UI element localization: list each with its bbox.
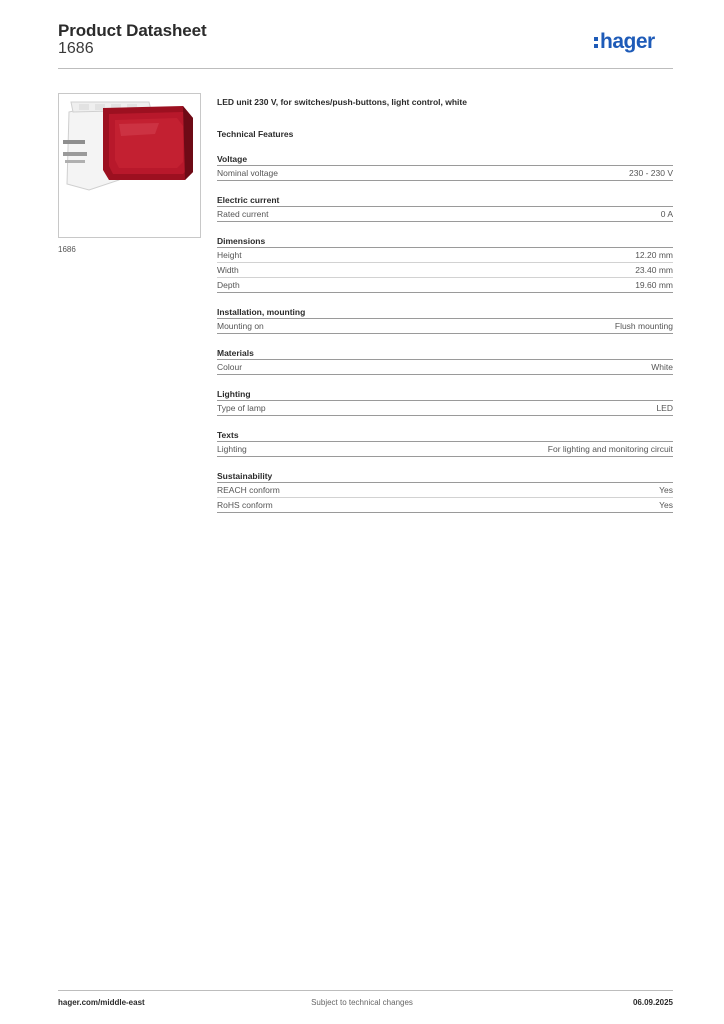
logo-text: hager [600,30,655,53]
feature-label: REACH conform [217,485,280,495]
logo-dot-bottom [594,44,598,48]
feature-value: White [651,362,673,372]
feature-value: Yes [659,485,673,495]
feature-section-title: Lighting [217,388,673,401]
led-unit-illustration [59,94,200,237]
feature-row [217,166,673,181]
product-image [58,93,201,238]
feature-row [217,498,673,513]
feature-value: Flush mounting [614,321,673,331]
feature-section-title: Voltage [217,153,673,166]
feature-value: For lighting and monitoring circuit [547,444,673,454]
feature-section [217,194,673,222]
feature-row [217,248,673,263]
feature-section [217,235,673,293]
feature-section-title: Sustainability [217,470,673,483]
footer-notice: Subject to technical changes [311,998,413,1007]
feature-row [217,442,673,457]
product-details [217,96,673,513]
feature-label: Mounting on [217,321,264,331]
feature-row [217,263,673,278]
feature-section [217,470,673,513]
feature-row [217,360,673,375]
feature-section-title: Installation, mounting [217,306,673,319]
feature-row [217,278,673,293]
feature-value: 19.60 mm [635,280,673,290]
feature-section [217,429,673,457]
feature-label: Lighting [217,444,247,454]
feature-section [217,306,673,334]
feature-label: Rated current [217,209,269,219]
technical-features-list [217,153,673,513]
feature-label: Type of lamp [217,403,266,413]
feature-row [217,207,673,222]
feature-label: Nominal voltage [217,168,278,178]
feature-value: LED [656,403,673,413]
hager-logo [592,28,674,58]
product-image-caption: 1686 [58,245,76,254]
feature-value: 0 A [660,209,673,219]
feature-section-title: Electric current [217,194,673,207]
feature-value: 23.40 mm [635,265,673,275]
feature-section-title: Dimensions [217,235,673,248]
feature-section-title: Texts [217,429,673,442]
page-title: Product Datasheet [58,21,207,40]
feature-label: Colour [217,362,243,372]
product-description: LED unit 230 V, for switches/push-buttons, light control, white [217,97,467,107]
feature-value: 230 - 230 V [629,168,673,178]
feature-value: 12.20 mm [635,250,673,260]
technical-features-heading: Technical Features [217,129,294,139]
footer-date: 06.09.2025 [632,998,673,1007]
footer-website: hager.com/middle-east [58,998,145,1007]
feature-label: Width [217,265,239,275]
feature-section [217,153,673,181]
feature-section [217,347,673,375]
feature-section-title: Materials [217,347,673,360]
header-divider [58,68,673,69]
feature-section [217,388,673,416]
feature-row [217,483,673,498]
feature-label: Height [217,250,242,260]
footer-divider [58,990,673,991]
logo-dot-top [594,37,598,41]
feature-label: Depth [217,280,240,290]
feature-row [217,401,673,416]
product-number: 1686 [58,40,94,57]
feature-label: RoHS conform [217,500,273,510]
feature-value: Yes [659,500,673,510]
feature-row [217,319,673,334]
